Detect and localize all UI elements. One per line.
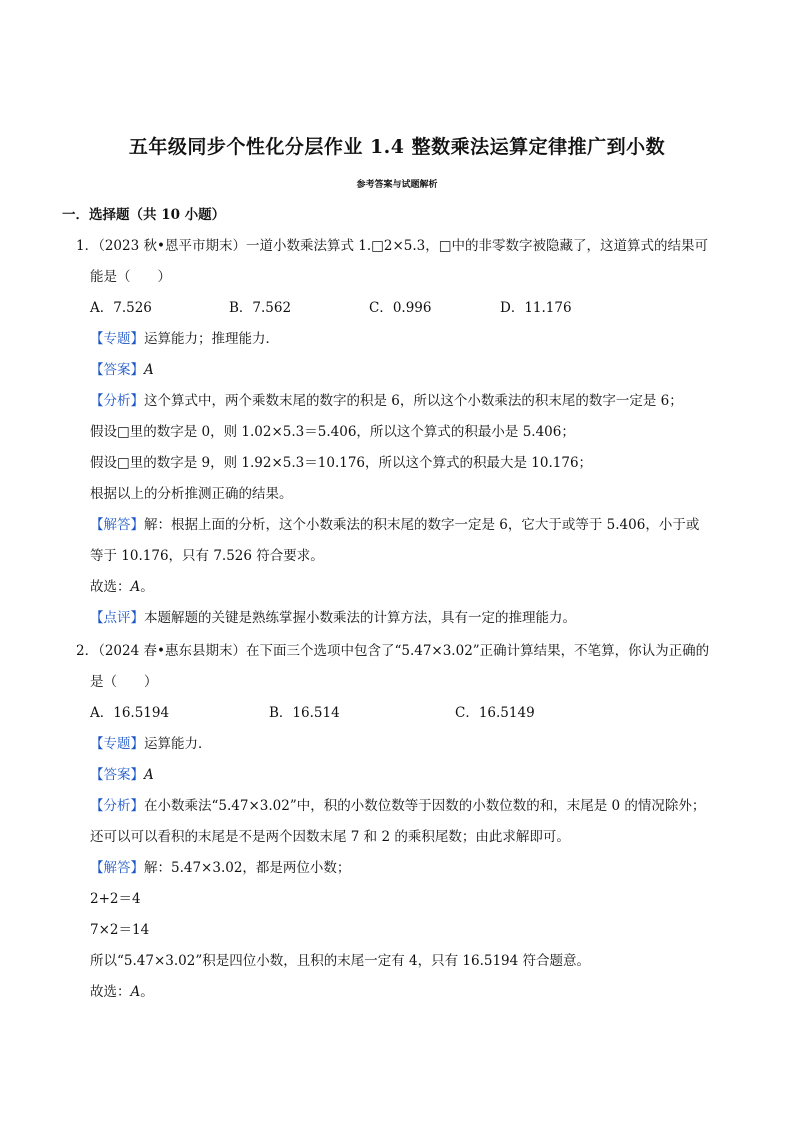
q2-answer (90, 766, 154, 784)
q1-analysis-text1: 这个算式中，两个乘数末尾的数字的积是 6，所以这个小数乘法的积末尾的数字一定是 6； (144, 393, 683, 409)
page-subtitle: 参考答案与试题解析 (356, 180, 438, 190)
q2-choice-letter: A (130, 984, 141, 1000)
q2-stem-line1: 2．（2024 春•惠东县期末）在下面三个选项中包含了“5.47×3.02”正确计算结果，不笔算，你认为正确的 (76, 643, 710, 659)
q1-comment-tag: 【点评】 (90, 610, 144, 626)
q2-topic-tag: 【专题】 (90, 736, 144, 752)
q2-analysis-line2: 还可以可以看积的末尾是不是两个因数末尾 7 和 2 的乘积尾数；由此求解即可。 (90, 829, 570, 845)
q2-topic-text: 运算能力． (144, 736, 212, 752)
q1-choice-suffix: 。 (140, 579, 154, 595)
q1-analysis-tag: 【分析】 (90, 393, 144, 409)
q1-comment-text: 本题解题的关键是熟练掌握小数乘法的计算方法，具有一定的推理能力。 (144, 610, 576, 626)
q2-solution-text1: 解：5.47×3.02，都是两位小数； (144, 860, 351, 876)
q1-answer-text: A (144, 362, 154, 378)
q2-choice (90, 983, 154, 1001)
q1-comment (90, 609, 576, 627)
q1-topic-tag: 【专题】 (90, 331, 144, 347)
q1-solution-tag: 【解答】 (90, 517, 144, 533)
q1-option-d: D．11.176 (500, 300, 572, 316)
q1-option-a: A．7.526 (90, 300, 152, 316)
q1-topic-text: 运算能力；推理能力． (144, 331, 279, 347)
q1-choice (90, 578, 154, 596)
q2-answer-text: A (144, 767, 154, 783)
q2-solution-tag: 【解答】 (90, 860, 144, 876)
q2-answer-tag: 【答案】 (90, 767, 144, 783)
q2-option-a: A．16.5194 (90, 705, 170, 721)
q1-analysis-line1 (90, 392, 683, 410)
q1-stem-line1: 1．（2023 秋•恩平市期末）一道小数乘法算式 1.□2×5.3，□中的非零数字被隐藏了，这道算式的结果可 (76, 238, 709, 254)
q2-choice-suffix: 。 (140, 984, 154, 1000)
q1-analysis-line4: 根据以上的分析推测正确的结果。 (90, 486, 293, 502)
q1-solution-text1: 解：根据上面的分析，这个小数乘法的积末尾的数字一定是 6，它大于或等于 5.406，小于或 (144, 517, 700, 533)
q2-calc-line2: 7×2＝14 (90, 922, 150, 938)
q1-choice-letter: A (130, 579, 141, 595)
q2-analysis-text1: 在小数乘法“5.47×3.02”中，积的小数位数等于因数的小数位数的和，末尾是 0 的情况除外； (144, 798, 706, 814)
q1-analysis-line2: 假设□里的数字是 0，则 1.02×5.3＝5.406，所以这个算式的积最小是 5.406； (90, 424, 575, 440)
q2-analysis-line1 (90, 797, 705, 815)
q1-stem-line2: 能是（ ） (90, 269, 171, 285)
q1-choice-prefix: 故选： (90, 579, 131, 595)
q1-solution-line1 (90, 516, 699, 534)
section-heading: 一．选择题（共 10 小题） (62, 207, 226, 223)
q1-option-c: C．0.996 (369, 300, 432, 316)
q2-stem-line2: 是（ ） (90, 674, 158, 690)
q2-choice-prefix: 故选： (90, 984, 131, 1000)
q1-topic (90, 330, 279, 348)
q2-topic (90, 735, 212, 753)
q2-solution-line2: 所以“5.47×3.02”积是四位小数，且积的末尾一定有 4，只有 16.5194 符合题意。 (90, 953, 591, 969)
q2-calc-line1: 2+2＝4 (90, 891, 141, 907)
q1-option-b: B．7.562 (229, 300, 292, 316)
q1-answer-tag: 【答案】 (90, 362, 144, 378)
q1-analysis-line3: 假设□里的数字是 9，则 1.92×5.3＝10.176，所以这个算式的积最大是 10.176； (90, 455, 593, 471)
q2-option-b: B．16.514 (269, 705, 340, 721)
q2-solution-line1 (90, 859, 350, 877)
q2-analysis-tag: 【分析】 (90, 798, 144, 814)
q2-option-c: C．16.5149 (455, 705, 535, 721)
q1-answer (90, 361, 154, 379)
q1-solution-line2: 等于 10.176，只有 7.526 符合要求。 (90, 548, 324, 564)
page-title: 五年级同步个性化分层作业 1.4 整数乘法运算定律推广到小数 (128, 136, 666, 158)
